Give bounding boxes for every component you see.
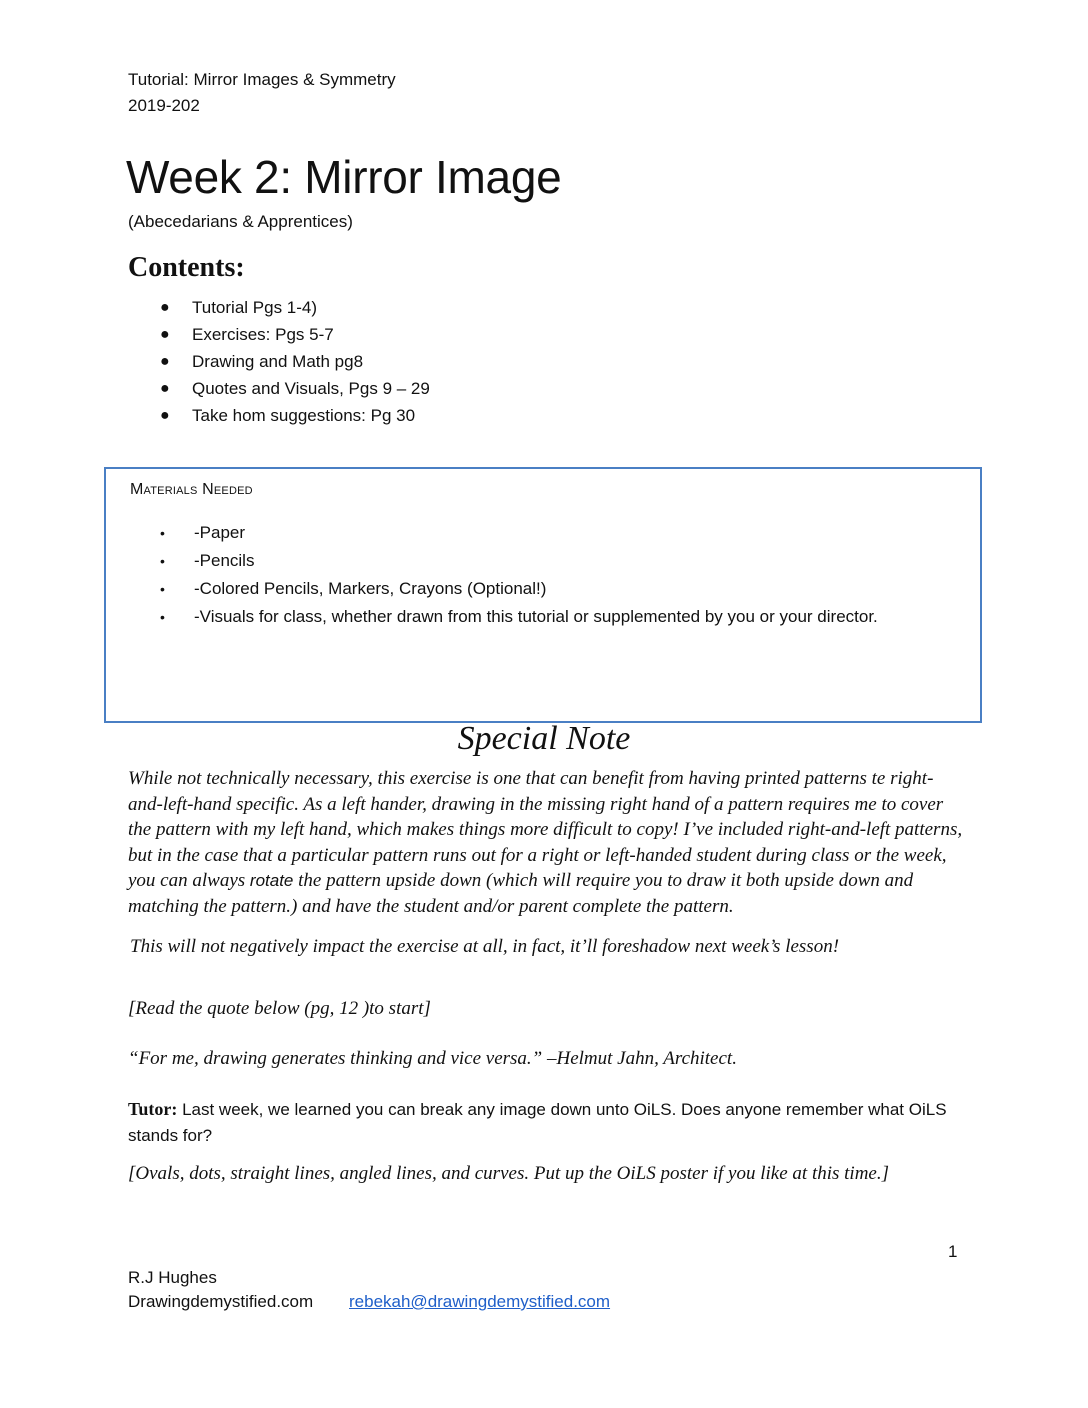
emphasis-text: rotate [249,871,294,891]
footer-site: Drawingdemystified.com [128,1292,314,1311]
footer-author: R.J Hughes [128,1268,217,1287]
special-note-paragraph [128,766,968,920]
special-note-heading: Special Note [457,720,631,757]
bullet-icon: ● [160,380,170,397]
tutor-label: Tutor: [128,1099,178,1119]
list-item [130,519,878,547]
bullet-icon: • [160,609,165,625]
contents-heading: Contents: [128,252,245,283]
list-item [128,402,430,429]
bullet-icon: ● [160,299,170,316]
materials-title: Materials Needed [130,481,253,498]
list-item-text: -Paper [194,523,246,542]
tutor-text: Last week, we learned you can break any image down unto OiLS. Does anyone remember what OiLS stands for? [128,1100,947,1145]
list-item [128,348,430,375]
list-item-text: Quotes and Visuals, Pgs 9 – 29 [192,379,430,398]
bullet-icon: ● [160,407,170,424]
bullet-icon: ● [160,326,170,343]
bullet-icon: ● [160,353,170,370]
list-item [130,547,878,575]
list-item-text: -Visuals for class, whether drawn from this tutorial or supplemented by you or your director. [194,607,878,626]
materials-list [130,519,878,631]
contents-list [128,294,430,429]
bullet-icon: • [160,553,165,569]
list-item-text: Exercises: Pgs 5-7 [192,325,334,344]
bullet-icon: • [160,581,165,597]
page-number: 1 [948,1242,958,1261]
answer-text: [Ovals, dots, straight lines, angled lines, and curves. Put up the OiLS poster if you like at this time.] [128,1163,890,1184]
tutor-paragraph [128,1096,968,1149]
page-title: Week 2: Mirror Image [126,151,562,203]
paragraph-text: the pattern upside down (which will require you to draw it both upside down and matching the pattern.) and have the student and/or parent complete the pattern. [128,870,914,917]
list-item-text: Take hom suggestions: Pg 30 [192,406,416,425]
list-item [128,375,430,402]
header-year: 2019-202 [128,96,200,115]
quote-text: “For me, drawing generates thinking and vice versa.” –Helmut Jahn, Architect. [128,1048,737,1069]
list-item [130,603,878,631]
instruction-text: [Read the quote below (pg, 12 )to start] [128,998,431,1019]
list-item-text: Tutorial Pgs 1-4) [192,298,318,317]
footer-email-link[interactable]: rebekah@drawingdemystified.com [349,1292,611,1311]
list-item [128,321,430,348]
bullet-icon: • [160,525,165,541]
list-item-text: Drawing and Math pg8 [192,352,364,371]
list-item [130,575,878,603]
page-subtitle: (Abecedarians & Apprentices) [128,212,353,231]
list-item-text: -Colored Pencils, Markers, Crayons (Optional!) [194,579,547,598]
list-item [128,294,430,321]
paragraph-text: While not technically necessary, this exercise is one that can benefit from having printed patterns te right-and-left-hand specific. As a left hander, drawing in the missing right hand of a pattern requires me to cover the pattern with my left hand, which makes things more difficult to copy! I’ve included right-and-left patterns, but in the case that a particular pattern runs out for a right or left-handed student during class or the week, you can always [128,768,963,892]
materials-box [104,467,982,723]
special-note-paragraph-2: This will not negatively impact the exercise at all, in fact, it’ll foreshadow next week’s lesson! [130,936,840,957]
header-course: Tutorial: Mirror Images & Symmetry [128,70,396,89]
list-item-text: -Pencils [194,551,255,570]
